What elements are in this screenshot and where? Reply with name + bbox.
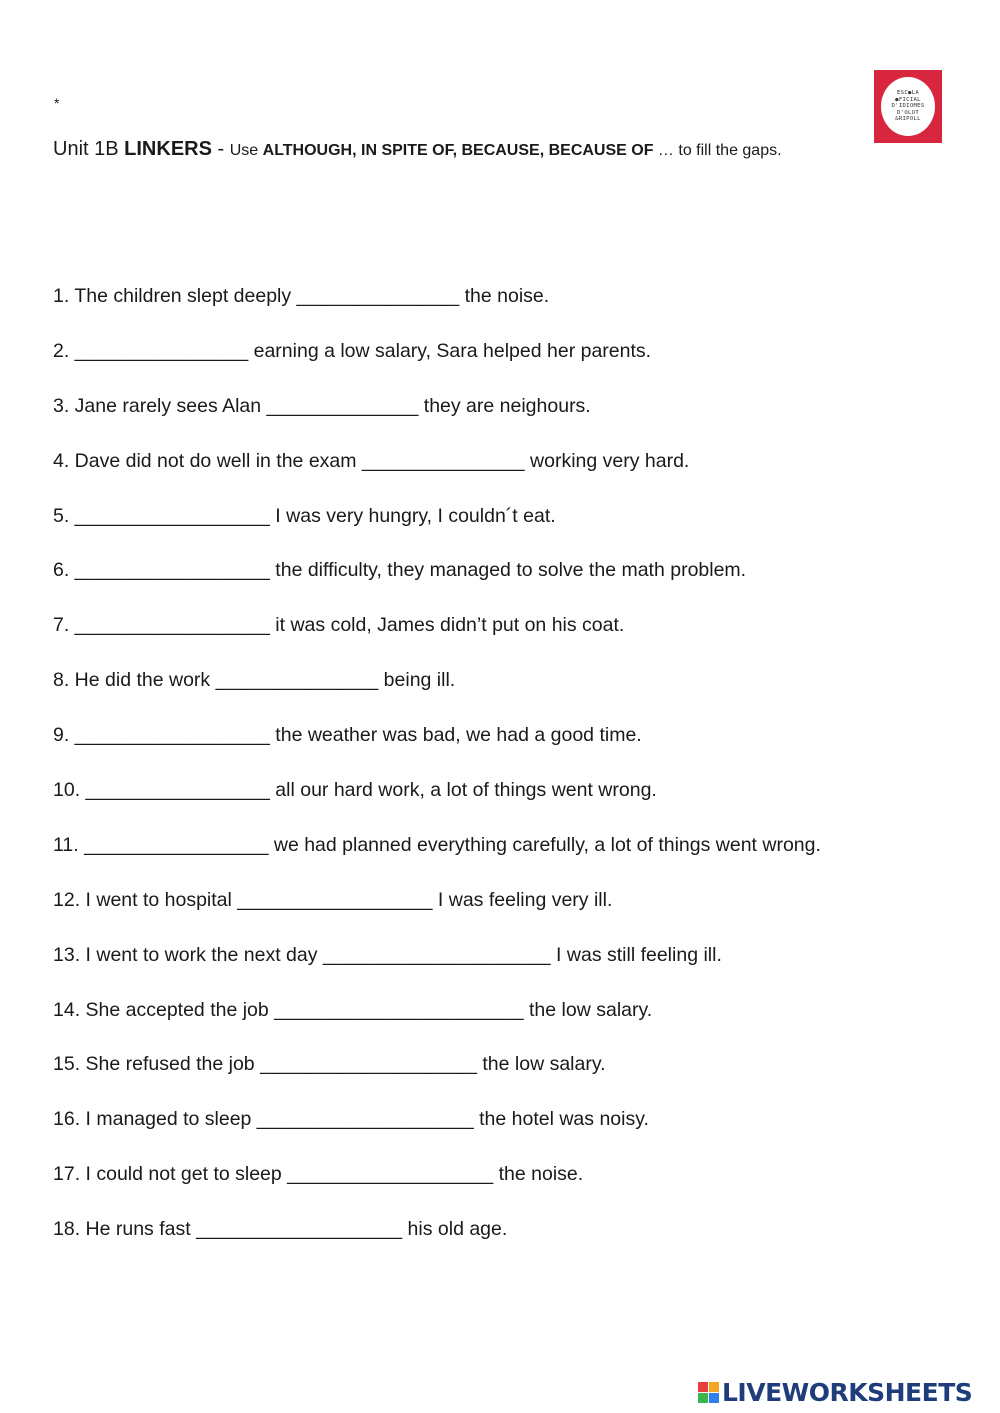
liveworksheets-mark-icon [698, 1382, 719, 1403]
logo-line: ESC●LA [896, 90, 919, 97]
question-item[interactable]: 8. He did the work _______________ being ill. [53, 669, 456, 692]
instruction-words: ALTHOUGH, IN SPITE OF, BECAUSE, BECAUSE OF [262, 142, 654, 159]
liveworksheets-logo[interactable] [698, 1378, 972, 1407]
question-item[interactable]: 15. She refused the job ____________________ the low salary. [53, 1053, 606, 1076]
question-item[interactable]: 16. I managed to sleep ____________________ the hotel was noisy. [53, 1108, 649, 1131]
question-item[interactable]: 2. ________________ earning a low salary, Sara helped her parents. [53, 339, 652, 362]
question-item[interactable]: 10. _________________ all our hard work, a lot of things went wrong. [53, 779, 657, 802]
unit-label: Unit 1B [53, 138, 125, 160]
instruction-rest: … to fill the gaps. [653, 142, 782, 159]
mark-box [698, 1382, 708, 1392]
mark-box [709, 1393, 719, 1403]
logo-line: &RIPOLL [895, 116, 921, 123]
question-item[interactable]: 18. He runs fast ___________________ his old age. [53, 1218, 508, 1241]
question-item[interactable]: 7. __________________ it was cold, James didn’t put on his coat. [53, 614, 625, 637]
question-item[interactable]: 1. The children slept deeply _______________ the noise. [53, 285, 550, 307]
linkers-heading: LINKERS [124, 138, 212, 160]
school-logo-text [881, 77, 935, 136]
asterisk-mark: * [54, 95, 60, 111]
liveworksheets-brand: LIVEWORKSHEETS [722, 1378, 973, 1407]
logo-line: D'IDIOMES [891, 103, 925, 110]
question-item[interactable]: 3. Jane rarely sees Alan ______________ they are neighours. [53, 394, 591, 417]
question-item[interactable]: 5. __________________ I was very hungry, I couldn´t eat. [53, 504, 556, 527]
instruction-use: Use [229, 142, 263, 159]
question-item[interactable]: 14. She accepted the job _______________________ the low salary. [53, 998, 653, 1021]
mark-box [709, 1382, 719, 1392]
question-item[interactable]: 17. I could not get to sleep ___________________ the noise. [53, 1163, 584, 1186]
logo-line: D'OLOT [896, 109, 919, 116]
mark-box [698, 1393, 708, 1403]
question-item[interactable]: 6. __________________ the difficulty, they managed to solve the math problem. [53, 559, 747, 582]
school-logo [874, 70, 942, 143]
question-item[interactable]: 9. __________________ the weather was bad, we had a good time. [53, 724, 642, 747]
question-list [53, 282, 821, 1270]
question-item[interactable]: 12. I went to hospital __________________ I was feeling very ill. [53, 888, 613, 911]
question-item[interactable]: 4. Dave did not do well in the exam _______________ working very hard. [53, 449, 690, 472]
title-dash: - [211, 138, 230, 160]
question-item[interactable]: 11. _________________ we had planned everything carefully, a lot of things went wrong. [53, 833, 821, 856]
worksheet-title [53, 138, 782, 161]
logo-line: ●FICIAL [895, 96, 921, 103]
question-item[interactable]: 13. I went to work the next day _____________________ I was still feeling ill. [53, 943, 722, 966]
